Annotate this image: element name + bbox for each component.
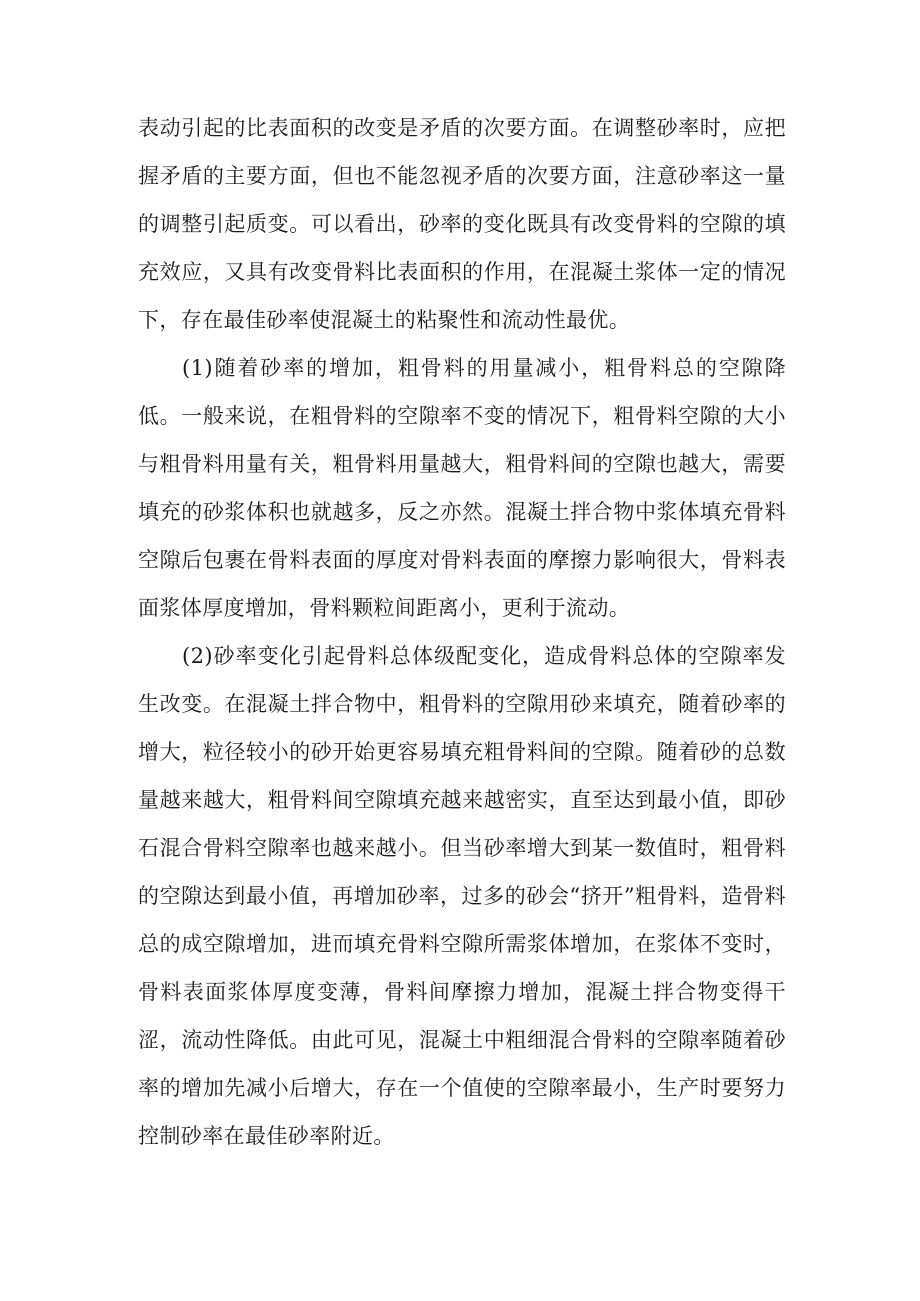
paragraph-point-1: (1)随着砂率的增加，粗骨料的用量减小，粗骨料总的空隙降低。一般来说，在粗骨料的空隙率不变的情况下，粗骨料空隙的大小与粗骨料用量有关，粗骨料用量越大，粗骨料间的空隙也越大，需要填充的砂浆体积也就越多，反之亦然。混凝土拌合物中浆体填充骨料空隙后包裹在骨料表面的厚度对骨料表面的摩擦力影响很大，骨料表面浆体厚度增加，骨料颗粒间距离小，更利于流动。 bbox=[138, 356, 786, 620]
document-body bbox=[138, 104, 786, 1160]
paragraph-continuation: 表动引起的比表面积的改变是矛盾的次要方面。在调整砂率时，应把握矛盾的主要方面，但也不能忽视矛盾的次要方面，注意砂率这一量的调整引起质变。可以看出，砂率的变化既具有改变骨料的空隙的填充效应，又具有改变骨料比表面积的作用，在混凝土浆体一定的情况下，存在最佳砂率使混凝土的粘聚性和流动性最优。 bbox=[138, 116, 786, 332]
paragraph-point-2: (2)砂率变化引起骨料总体级配变化，造成骨料总体的空隙率发生改变。在混凝土拌合物中，粗骨料的空隙用砂来填充，随着砂率的增大，粒径较小的砂开始更容易填充粗骨料间的空隙。随着砂的总数量越来越大，粗骨料间空隙填充越来越密实，直至达到最小值，即砂石混合骨料空隙率也越来越小。但当砂率增大到某一数值时，粗骨料的空隙达到最小值，再增加砂率，过多的砂会“挤开”粗骨料，造骨料总的成空隙增加，进而填充骨料空隙所需浆体增加，在浆体不变时，骨料表面浆体厚度变薄，骨料间摩擦力增加，混凝土拌合物变得干涩，流动性降低。由此可见，混凝土中粗细混合骨料的空隙率随着砂率的增加先减小后增大，存在一个值使的空隙率最小，生产时要努力控制砂率在最佳砂率附近。 bbox=[138, 644, 786, 1148]
